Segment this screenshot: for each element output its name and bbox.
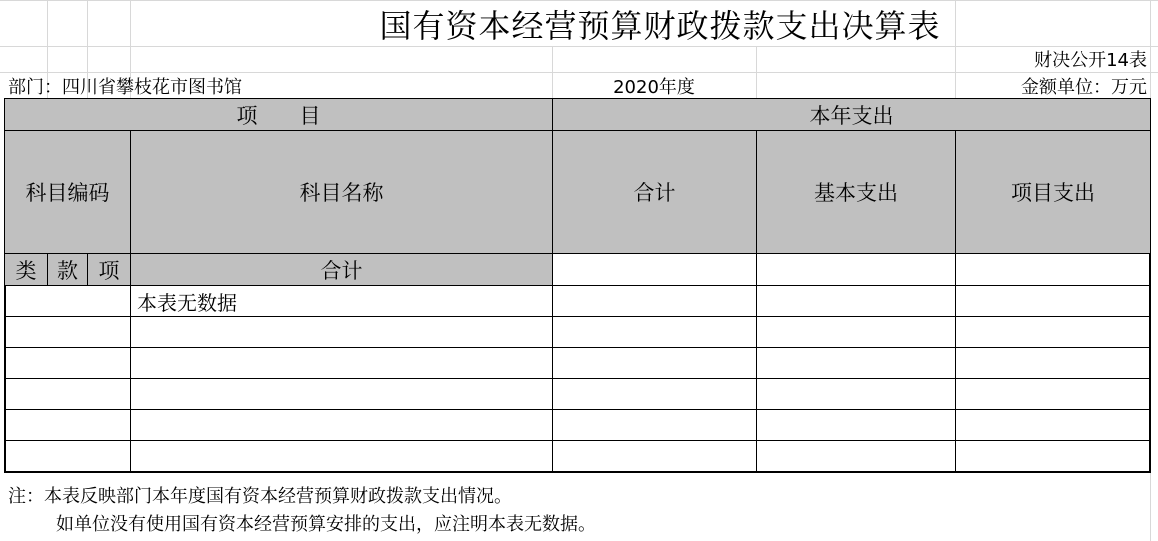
row-5-name [130,409,553,441]
row-4-code [4,378,131,410]
header-subject-code: 科目编码 [4,130,131,254]
row-1-total [552,285,757,317]
row-5-code [4,409,131,441]
row-2-name [130,316,553,348]
row-1-name: 本表无数据 [130,285,553,317]
total-row-total [552,253,757,286]
row-3-project [955,347,1151,379]
row-6-code [4,440,131,473]
gridline [756,46,757,98]
row-3-basic [756,347,956,379]
header-total: 合计 [552,130,757,254]
total-row-project [955,253,1151,286]
row-4-project [955,378,1151,410]
row-3-code [4,347,131,379]
header-total-row-label: 合计 [130,253,553,286]
row-5-total [552,409,757,441]
header-current-year-expense: 本年支出 [552,98,1151,131]
unit-label: 金额单位：万元 [1021,76,1147,98]
department-label: 部门：四川省攀枝花市图书馆 [8,76,242,98]
header-subject-name: 科目名称 [130,130,553,254]
table-code: 财决公开14表 [1034,50,1147,71]
row-6-total [552,440,757,473]
row-6-basic [756,440,956,473]
row-3-total [552,347,757,379]
row-5-basic [756,409,956,441]
row-2-project [955,316,1151,348]
row-1-project [955,285,1151,317]
note-line-2: 如单位没有使用国有资本经营预算安排的支出，应注明本表无数据。 [56,514,596,535]
row-2-code [4,316,131,348]
row-1-code [4,285,131,317]
header-basic-expense: 基本支出 [756,130,956,254]
note-line-1: 注：本表反映部门本年度国有资本经营预算财政拨款支出情况。 [8,486,512,507]
row-6-project [955,440,1151,473]
header-project: 项 目 [4,98,553,131]
report-title: 国有资本经营预算财政拨款支出决算表 [379,7,941,45]
row-3-name [130,347,553,379]
row-4-basic [756,378,956,410]
year-label: 2020年度 [613,76,695,98]
row-1-basic [756,285,956,317]
row-2-basic [756,316,956,348]
header-xiang: 项 [87,253,131,286]
total-row-basic [756,253,956,286]
row-4-name [130,378,553,410]
row-6-name [130,440,553,473]
header-kuan: 款 [47,253,88,286]
row-2-total [552,316,757,348]
row-5-project [955,409,1151,441]
row-4-total [552,378,757,410]
header-project-expense: 项目支出 [955,130,1151,254]
header-lei: 类 [4,253,48,286]
